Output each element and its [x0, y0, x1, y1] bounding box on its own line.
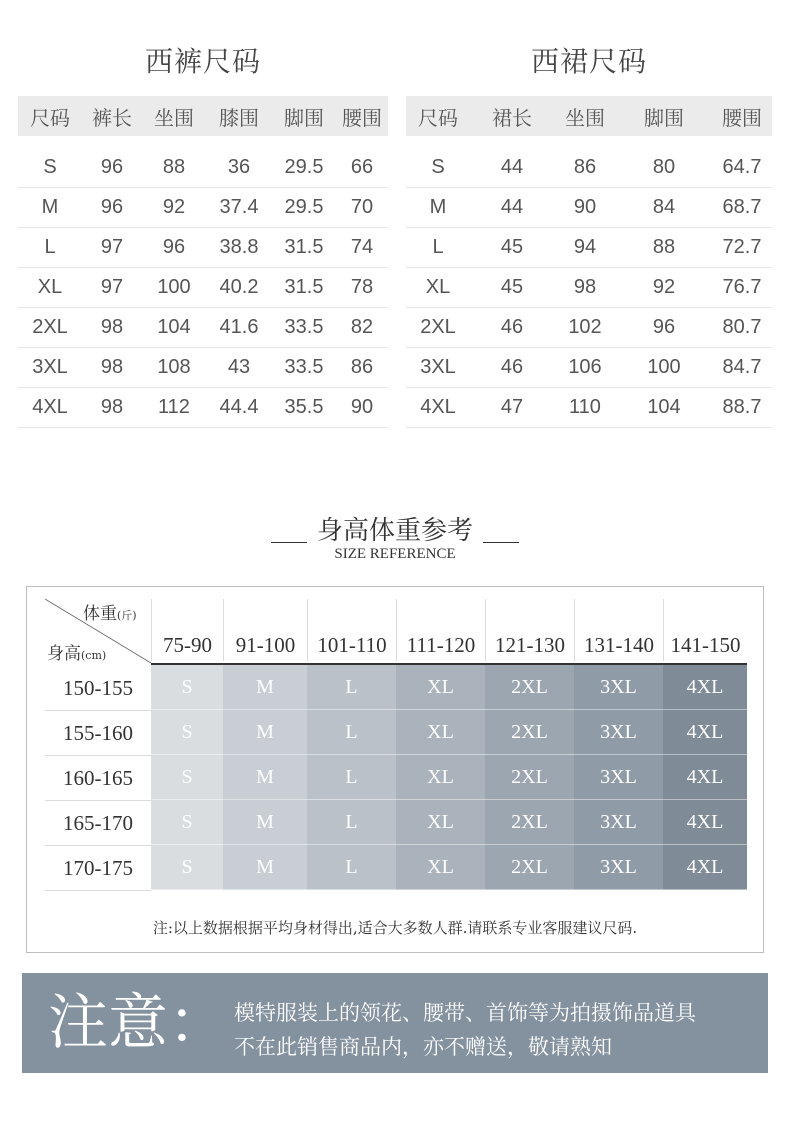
measurement-cell: 104 — [142, 308, 206, 348]
size-cell: 2XL — [406, 308, 470, 348]
measurement-cell: 66 — [336, 148, 388, 188]
size-cell: M — [223, 845, 307, 890]
size-cell: S — [406, 148, 470, 188]
measurement-cell: 78 — [336, 268, 388, 308]
size-cell: XL — [396, 755, 485, 800]
size-cell: M — [18, 188, 82, 228]
size-cell: XL — [18, 268, 82, 308]
measurement-cell: 100 — [616, 348, 712, 388]
height-label: 身高 — [47, 644, 81, 664]
size-cell: XL — [396, 710, 485, 755]
measurement-cell: 106 — [554, 348, 616, 388]
size-cell: S — [151, 845, 223, 890]
measurement-cell: 96 — [82, 148, 142, 188]
measurement-cell: 98 — [82, 348, 142, 388]
measurement-cell: 96 — [142, 228, 206, 268]
size-cell: XL — [406, 268, 470, 308]
measurement-cell: 35.5 — [272, 388, 336, 428]
measurement-cell: 44.4 — [206, 388, 272, 428]
table-row — [18, 268, 388, 308]
size-reference-note: 注:以上数据根据平均身材得出,适合大多数人群.请联系专业客服建议尺码. — [152, 919, 638, 937]
size-cell: L — [307, 665, 396, 710]
table-row — [18, 228, 388, 268]
measurement-cell: 33.5 — [272, 348, 336, 388]
weight-range-header: 131-140 — [574, 599, 663, 661]
size-cell: 2XL — [485, 800, 574, 845]
measurement-cell: 88.7 — [712, 388, 772, 428]
measurement-cell: 104 — [616, 388, 712, 428]
size-cell: 2XL — [485, 755, 574, 800]
size-cell: S — [18, 148, 82, 188]
height-range-label: 150-155 — [45, 666, 151, 711]
measurement-cell: 84.7 — [712, 348, 772, 388]
measurement-cell: 74 — [336, 228, 388, 268]
table-row — [406, 188, 772, 228]
weight-range-header: 111-120 — [396, 599, 485, 661]
measurement-cell: 44 — [470, 148, 554, 188]
measurement-cell: 31.5 — [272, 228, 336, 268]
measurement-cell: 96 — [616, 308, 712, 348]
measurement-cell: 72.7 — [712, 228, 772, 268]
skirt-size-title: 西裙尺码 — [530, 46, 647, 77]
table-row — [18, 188, 388, 228]
table-row — [18, 388, 388, 428]
table-spacer-row — [18, 136, 388, 148]
size-reference-title — [0, 510, 790, 547]
size-cell: S — [151, 710, 223, 755]
size-cell: S — [151, 800, 223, 845]
weight-range-header: 141-150 — [663, 599, 747, 661]
size-cell: M — [223, 710, 307, 755]
height-range-label: 165-170 — [45, 801, 151, 846]
table-row — [406, 148, 772, 188]
size-cell: XL — [396, 845, 485, 890]
measurement-cell: 46 — [470, 308, 554, 348]
size-cell: 3XL — [406, 348, 470, 388]
title-divider-left — [271, 542, 307, 543]
size-cell: XL — [396, 800, 485, 845]
column-header: 膝围 — [206, 96, 272, 136]
size-cell: M — [223, 800, 307, 845]
measurement-cell: 98 — [82, 388, 142, 428]
measurement-cell: 29.5 — [272, 188, 336, 228]
measurement-cell: 36 — [206, 148, 272, 188]
column-header: 尺码 — [406, 96, 470, 136]
table-row — [18, 308, 388, 348]
column-header: 脚围 — [272, 96, 336, 136]
measurement-cell: 92 — [616, 268, 712, 308]
table-header-row — [18, 96, 388, 136]
measurement-cell: 98 — [554, 268, 616, 308]
size-cell: M — [406, 188, 470, 228]
measurement-cell: 33.5 — [272, 308, 336, 348]
height-unit: (cm) — [81, 649, 107, 662]
table-row — [18, 348, 388, 388]
size-cell: M — [223, 755, 307, 800]
weight-unit: (斤) — [117, 609, 137, 622]
measurement-cell: 112 — [142, 388, 206, 428]
size-reference-subtitle: SIZE REFERENCE — [334, 546, 456, 562]
table-row — [406, 388, 772, 428]
measurement-cell: 43 — [206, 348, 272, 388]
size-cell: 4XL — [663, 665, 747, 710]
size-cell: 4XL — [663, 800, 747, 845]
table-spacer-row — [406, 136, 772, 148]
measurement-cell: 97 — [82, 228, 142, 268]
measurement-cell: 41.6 — [206, 308, 272, 348]
measurement-cell: 86 — [336, 348, 388, 388]
column-header: 裤长 — [82, 96, 142, 136]
measurement-cell: 68.7 — [712, 188, 772, 228]
measurement-cell: 84 — [616, 188, 712, 228]
measurement-cell: 110 — [554, 388, 616, 428]
weight-range-header: 101-110 — [307, 599, 396, 661]
measurement-cell: 44 — [470, 188, 554, 228]
measurement-cell: 96 — [82, 188, 142, 228]
table-header-row — [406, 96, 772, 136]
pants-size-table — [18, 96, 388, 428]
notice-line-1: 模特服装上的领花、腰带、首饰等为拍摄饰品道具 — [234, 1001, 696, 1025]
measurement-cell: 90 — [336, 388, 388, 428]
measurement-cell: 102 — [554, 308, 616, 348]
column-header: 尺码 — [18, 96, 82, 136]
skirt-size-table — [406, 96, 772, 428]
weight-range-header: 75-90 — [151, 599, 223, 661]
size-cell: S — [151, 755, 223, 800]
size-cell: 4XL — [18, 388, 82, 428]
size-cell: 3XL — [574, 665, 663, 710]
measurement-cell: 45 — [470, 228, 554, 268]
measurement-cell: 88 — [142, 148, 206, 188]
height-range-label: 155-160 — [45, 711, 151, 756]
measurement-cell: 47 — [470, 388, 554, 428]
table-row — [406, 268, 772, 308]
measurement-cell: 40.2 — [206, 268, 272, 308]
weight-range-header: 91-100 — [223, 599, 307, 661]
measurement-cell: 45 — [470, 268, 554, 308]
measurement-cell: 90 — [554, 188, 616, 228]
skirt-size-section — [406, 0, 772, 430]
size-cell: L — [406, 228, 470, 268]
measurement-cell: 88 — [616, 228, 712, 268]
measurement-cell: 37.4 — [206, 188, 272, 228]
notice-label: 注意： — [48, 988, 228, 1058]
size-cell: 3XL — [18, 348, 82, 388]
notice-banner — [22, 973, 768, 1073]
column-header: 坐围 — [554, 96, 616, 136]
table-row — [406, 308, 772, 348]
measurement-cell: 92 — [142, 188, 206, 228]
weight-label: 体重 — [83, 604, 117, 624]
measurement-cell: 38.8 — [206, 228, 272, 268]
table-row — [18, 148, 388, 188]
measurement-cell: 80 — [616, 148, 712, 188]
measurement-cell: 29.5 — [272, 148, 336, 188]
column-header: 裙长 — [470, 96, 554, 136]
size-cell: 4XL — [663, 845, 747, 890]
table-corner-cell — [45, 599, 151, 663]
column-header: 腰围 — [712, 96, 772, 136]
measurement-cell: 82 — [336, 308, 388, 348]
height-range-label: 170-175 — [45, 846, 151, 891]
measurement-cell: 64.7 — [712, 148, 772, 188]
height-range-label: 160-165 — [45, 756, 151, 801]
height-axis-label — [47, 639, 106, 664]
measurement-cell: 76.7 — [712, 268, 772, 308]
measurement-cell: 98 — [82, 308, 142, 348]
size-cell: L — [307, 755, 396, 800]
measurement-cell: 31.5 — [272, 268, 336, 308]
measurement-cell: 86 — [554, 148, 616, 188]
table-row — [406, 228, 772, 268]
measurement-cell: 46 — [470, 348, 554, 388]
measurement-cell: 94 — [554, 228, 616, 268]
measurement-cell: 97 — [82, 268, 142, 308]
column-header: 坐围 — [142, 96, 206, 136]
size-cell: L — [18, 228, 82, 268]
size-cell: M — [223, 665, 307, 710]
size-cell: 3XL — [574, 845, 663, 890]
table-row — [406, 348, 772, 388]
size-cell: XL — [396, 665, 485, 710]
size-cell: 3XL — [574, 800, 663, 845]
size-reference-table — [26, 586, 764, 953]
title-divider-right — [483, 542, 519, 543]
column-header: 脚围 — [616, 96, 712, 136]
weight-range-header: 121-130 — [485, 599, 574, 661]
size-cell: 4XL — [406, 388, 470, 428]
column-header: 腰围 — [336, 96, 388, 136]
measurement-cell: 100 — [142, 268, 206, 308]
size-cell: 2XL — [485, 665, 574, 710]
size-cell: L — [307, 800, 396, 845]
size-cell: L — [307, 710, 396, 755]
measurement-cell: 70 — [336, 188, 388, 228]
weight-axis-label — [83, 599, 137, 624]
pants-size-section — [18, 0, 388, 430]
size-cell: 3XL — [574, 755, 663, 800]
size-cell: 2XL — [18, 308, 82, 348]
measurement-cell: 80.7 — [712, 308, 772, 348]
size-reference-title-text: 身高体重参考 — [316, 516, 473, 546]
pants-size-title: 西裤尺码 — [144, 46, 261, 77]
size-cell: S — [151, 665, 223, 710]
size-cell: 4XL — [663, 755, 747, 800]
size-cell: 2XL — [485, 710, 574, 755]
measurement-cell: 108 — [142, 348, 206, 388]
size-cell: 4XL — [663, 710, 747, 755]
size-cell: 3XL — [574, 710, 663, 755]
size-cell: L — [307, 845, 396, 890]
notice-line-2: 不在此销售商品内，亦不赠送，敬请熟知 — [234, 1035, 612, 1059]
size-cell: 2XL — [485, 845, 574, 890]
